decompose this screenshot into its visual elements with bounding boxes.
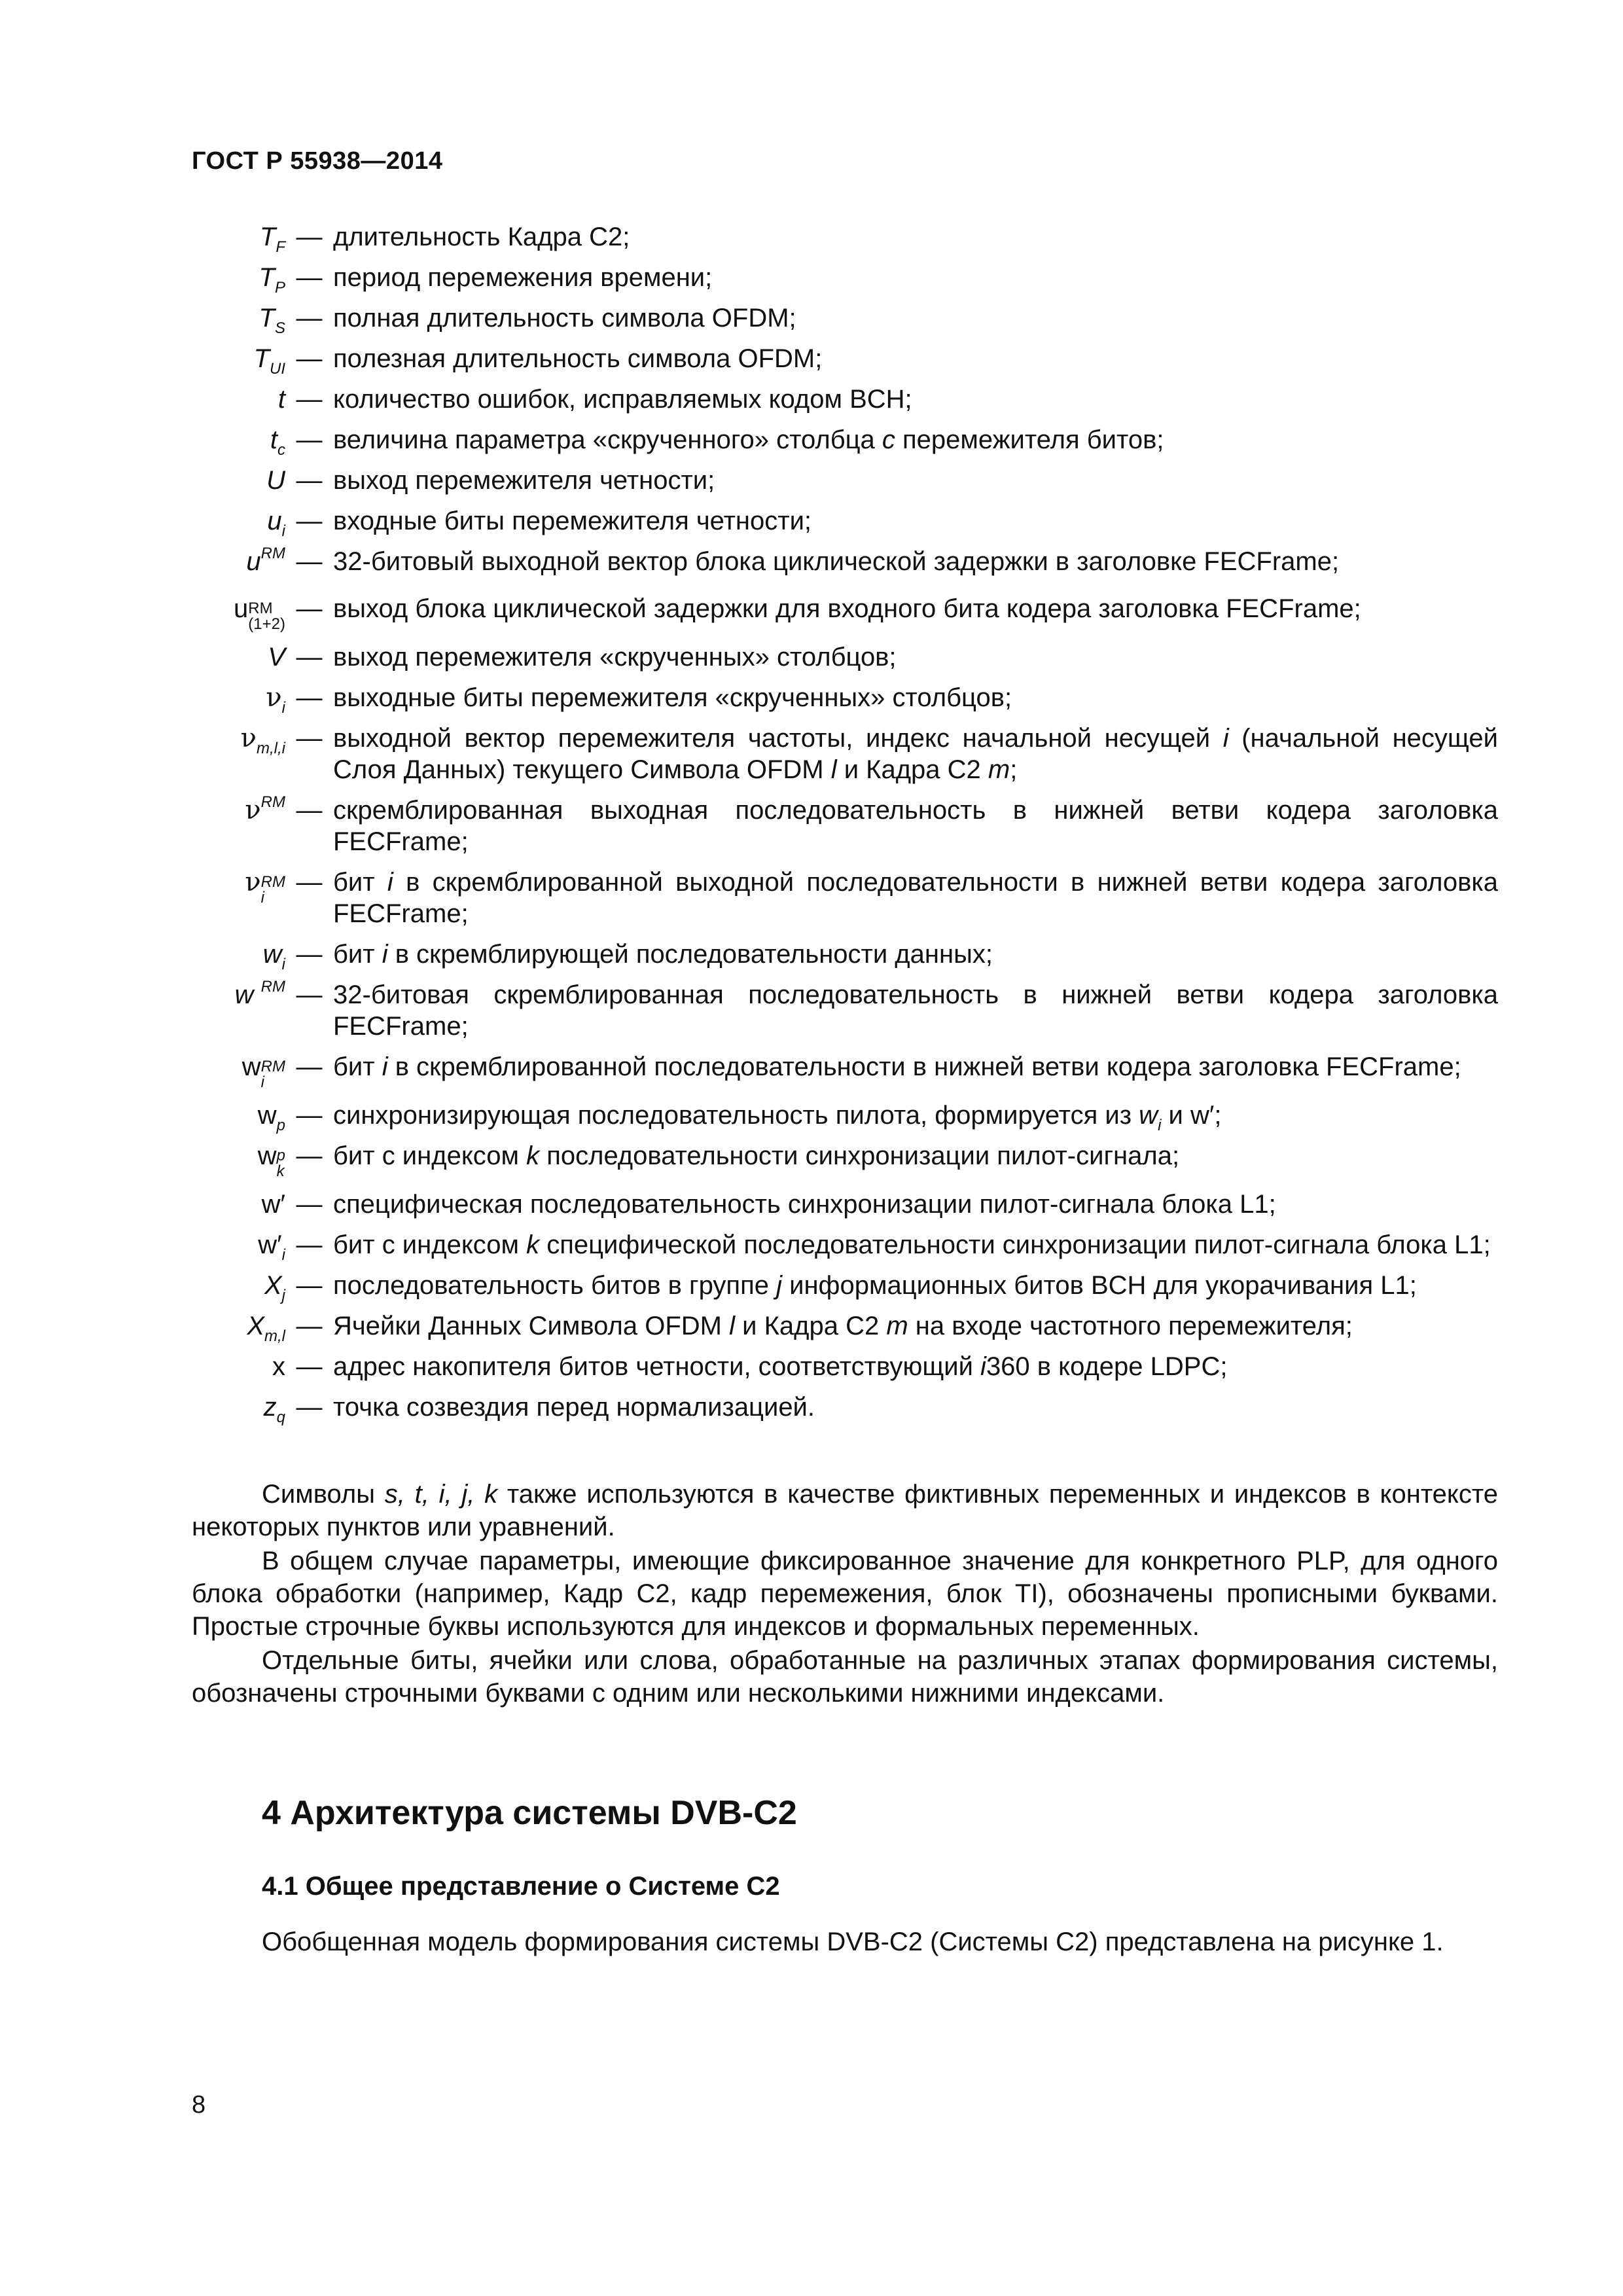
definition-dash: — xyxy=(296,547,323,576)
definition-text: входные биты перемежителя четности; xyxy=(333,507,812,535)
definition-item xyxy=(192,546,1498,577)
definition-item xyxy=(192,302,1498,337)
definition-symbol: ν RM i xyxy=(245,867,285,906)
definition-dash: — xyxy=(296,1312,323,1340)
definition-text: последовательность битов в группе j информационных битов BCH для укорачивания L1; xyxy=(333,1271,1417,1300)
definition-dash: — xyxy=(296,1393,323,1422)
definition-text: длительность Кадра C2; xyxy=(333,223,630,251)
definition-symbol: $T_F$ xyxy=(259,223,285,256)
definition-symbol: $X_j$ xyxy=(264,1271,285,1304)
definition-item xyxy=(192,1270,1498,1304)
definitions-list xyxy=(192,221,1498,1432)
definition-dash: — xyxy=(296,304,323,332)
definition-symbol: $u^{RM}$ xyxy=(246,545,285,576)
definition-symbol: $\nu_i$ xyxy=(266,683,285,717)
definition-dash: — xyxy=(296,1271,323,1300)
definition-dash: — xyxy=(296,385,323,414)
definition-item xyxy=(192,939,1498,973)
definition-symbol: $\nu_{m,l,i}$ xyxy=(240,723,285,757)
definition-symbol: V xyxy=(268,643,285,672)
definition-item xyxy=(192,221,1498,256)
definition-dash: — xyxy=(296,1352,323,1381)
definition-text: величина параметра «скрученного» столбца c перемежителя битов; xyxy=(333,425,1164,454)
definition-text: точка созвездия перед нормализацией. xyxy=(333,1393,815,1422)
definition-symbol: $\nu^{RM}$ xyxy=(245,793,285,825)
definition-symbol: $u_i$ xyxy=(267,507,285,540)
definition-symbol: U xyxy=(266,466,285,495)
definition-text: выход перемежителя «скрученных» столбцов; xyxy=(333,643,897,672)
definition-item xyxy=(192,505,1498,540)
definition-text: 32-битовая скремблированная последовательность в нижней ветви кодера заголовка FECFrame; xyxy=(333,980,1498,1041)
definition-text: бит i в скремблирующей последовательности данных; xyxy=(333,940,993,969)
definition-dash: — xyxy=(296,1190,323,1219)
definition-symbol: $w_i$ xyxy=(262,940,285,973)
definition-item xyxy=(192,1391,1498,1426)
definition-item xyxy=(192,384,1498,415)
definition-text: период перемежения времени; xyxy=(333,263,713,292)
paragraph: В общем случае параметры, имеющие фиксированное значение для конкретного PLP, для одного блока обработки (например, Кадр C2, кадр перемежения, блок TI), обозначены прописными буквами. Простые строчные буквы используются для индексов и формальных переменных. xyxy=(192,1547,1498,1641)
definition-symbol: $T_P$ xyxy=(259,263,285,296)
definition-symbol: t xyxy=(277,385,285,414)
definition-item xyxy=(192,1229,1498,1264)
definition-item xyxy=(192,1351,1498,1382)
notes-paragraphs xyxy=(192,1478,1498,1711)
definition-item xyxy=(192,723,1498,785)
definition-dash: — xyxy=(296,1230,323,1259)
definition-item xyxy=(192,1189,1498,1220)
definition-dash: — xyxy=(296,344,323,373)
subsection-text: Обобщенная модель формирования системы DVB-C2 (Системы C2) представлена на рисунке 1. xyxy=(262,1928,1444,1956)
definition-text: бит с индексом k специфической последовательности синхронизации пилот-сигнала блока L1; xyxy=(333,1230,1491,1259)
definition-symbol: $w_p$ xyxy=(257,1101,285,1134)
definition-item xyxy=(192,343,1498,378)
definition-text: скремблированная выходная последовательность в нижней ветви кодера заголовка FECFrame; xyxy=(333,796,1498,856)
definition-symbol: x xyxy=(272,1352,285,1381)
definition-text: полезная длительность символа OFDM; xyxy=(333,344,823,373)
definition-text: 32-битовый выходной вектор блока циклической задержки в заголовке FECFrame; xyxy=(333,547,1340,576)
definition-item xyxy=(192,867,1498,929)
definition-dash: — xyxy=(296,796,323,825)
definition-item xyxy=(192,424,1498,459)
definition-item xyxy=(192,795,1498,857)
definition-dash: — xyxy=(296,980,323,1009)
definition-dash: — xyxy=(296,1101,323,1130)
definition-text: адрес накопителя битов четности, соответствующий i360 в кодере LDPC; xyxy=(333,1352,1228,1381)
definition-dash: — xyxy=(296,263,323,292)
definition-text: специфическая последовательность синхронизации пилот-сигнала блока L1; xyxy=(333,1190,1276,1219)
definition-dash: — xyxy=(296,1141,323,1170)
definition-text: Ячейки Данных Символа OFDM l и Кадра C2 m на входе частотного перемежителя; xyxy=(333,1312,1353,1340)
document-header: ГОСТ Р 55938—2014 xyxy=(192,147,443,175)
definition-dash: — xyxy=(296,425,323,454)
definition-symbol: $X_{m,l}$ xyxy=(247,1312,285,1345)
definition-item xyxy=(192,1051,1498,1090)
definition-symbol: u RM (1+2) xyxy=(234,594,285,633)
definition-text: бит с индексом k последовательности синхронизации пилот-сигнала; xyxy=(333,1141,1180,1170)
definition-text: бит i в скремблированной выходной последовательности в нижней ветви кодера заголовка FECFrame; xyxy=(333,868,1498,928)
definition-symbol: $z_q$ xyxy=(263,1393,285,1426)
definition-symbol: $t_c$ xyxy=(270,425,285,459)
definition-symbol: $T_S$ xyxy=(259,304,285,337)
paragraph: Отдельные биты, ячейки или слова, обработанные на различных этапах формирования системы, обозначены строчными буквами с одним или несколькими нижними индексами. xyxy=(192,1646,1498,1708)
definition-item xyxy=(192,641,1498,673)
page-number: 8 xyxy=(192,2091,206,2119)
definition-item xyxy=(192,682,1498,717)
definition-dash: — xyxy=(296,724,323,753)
definition-symbol: w′ xyxy=(261,1190,285,1219)
definition-dash: — xyxy=(296,507,323,535)
definition-text: синхронизирующая последовательность пилота, формируется из $w_i$ и w′; xyxy=(333,1101,1222,1134)
definition-item xyxy=(192,1100,1498,1134)
subsection-heading: 4.1 Общее представление о Системе C2 xyxy=(262,1872,780,1901)
definition-symbol: $w'_i$ xyxy=(258,1230,285,1264)
definition-dash: — xyxy=(296,868,323,897)
definition-text: выходные биты перемежителя «скрученных» столбцов; xyxy=(333,683,1012,712)
definition-item xyxy=(192,979,1498,1042)
definition-text: выход блока циклической задержки для входного бита кодера заголовка FECFrame; xyxy=(333,594,1361,623)
definition-symbol: w $^{RM}$ xyxy=(234,978,285,1009)
definition-dash: — xyxy=(296,1052,323,1081)
definition-text: бит i в скремблированной последовательности в нижней ветви кодера заголовка FECFrame; xyxy=(333,1052,1461,1081)
definition-dash: — xyxy=(296,643,323,672)
definition-symbol: w p k xyxy=(257,1141,285,1180)
definition-dash: — xyxy=(296,466,323,495)
definition-item xyxy=(192,465,1498,496)
definition-symbol: w RM i xyxy=(241,1052,285,1091)
definition-item xyxy=(192,262,1498,296)
definition-item xyxy=(192,1310,1498,1345)
definition-dash: — xyxy=(296,594,323,623)
definition-dash: — xyxy=(296,223,323,251)
definition-text: количество ошибок, исправляемых кодом BCH; xyxy=(333,385,912,414)
paragraph: Символы s, t, i, j, k также используются в качестве фиктивных переменных и индексов в контексте некоторых пунктов или уравнений. xyxy=(192,1480,1498,1541)
definition-text: выходной вектор перемежителя частоты, индекс начальной несущей i (начальной несущей Слоя Данных) текущего Символа OFDM l и Кадра C2 m; xyxy=(333,724,1498,784)
section-heading: 4 Архитектура системы DVB-C2 xyxy=(262,1794,797,1832)
definition-dash: — xyxy=(296,940,323,969)
definition-dash: — xyxy=(296,683,323,712)
definition-item xyxy=(192,1140,1498,1179)
definition-text: полная длительность символа OFDM; xyxy=(333,304,796,332)
definition-item xyxy=(192,593,1498,632)
definition-text: выход перемежителя четности; xyxy=(333,466,715,495)
definition-symbol: $T_{UI}$ xyxy=(253,344,285,378)
